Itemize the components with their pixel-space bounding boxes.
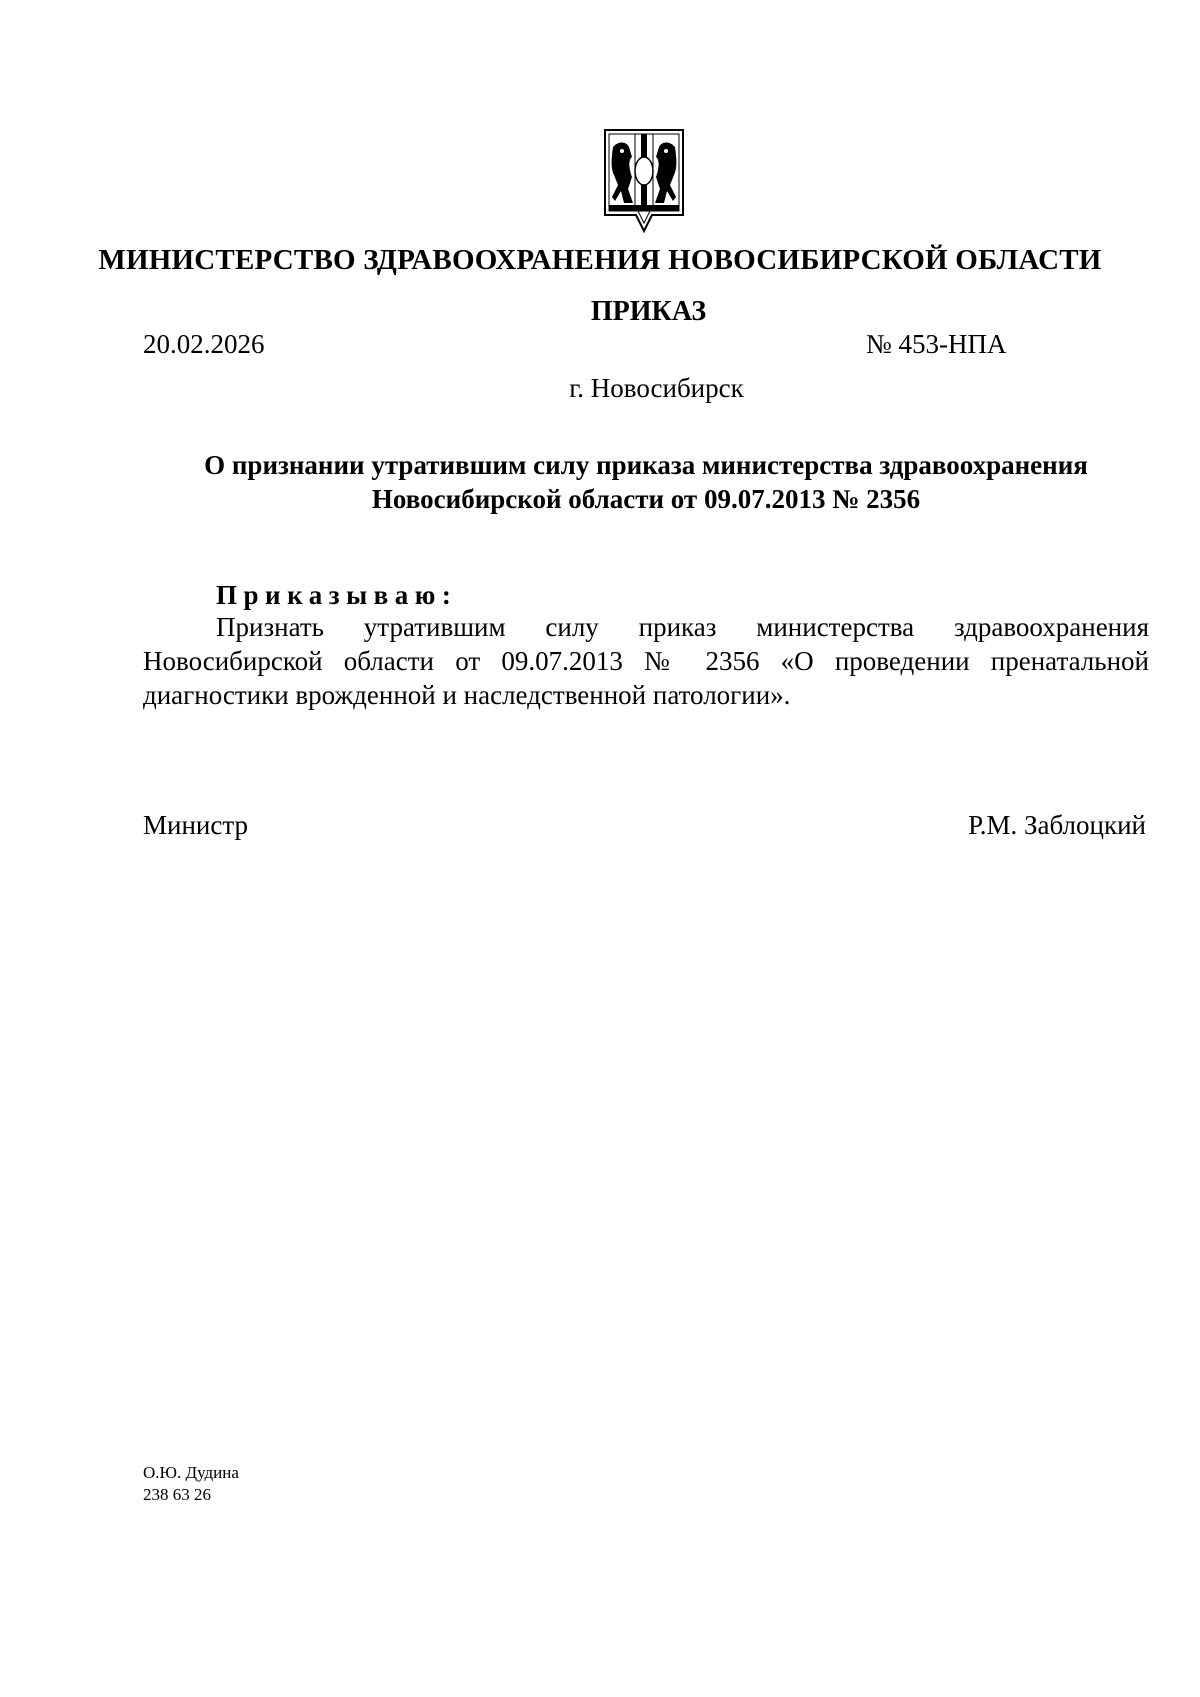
document-type: ПРИКАЗ <box>590 296 707 327</box>
city: г. Новосибирск <box>569 373 744 403</box>
signatory-name: Р.М. Заблоцкий <box>968 810 1146 840</box>
order-title <box>143 448 1149 516</box>
order-number: № 453-НПА <box>866 329 1007 359</box>
signatory-position: Министр <box>143 810 248 840</box>
order-title-line-2: Новосибирской области от 09.07.2013 № 2356 <box>371 484 921 514</box>
order-date: 20.02.2026 <box>143 329 265 359</box>
coat-of-arms-icon <box>602 127 686 235</box>
ministry-name: МИНИСТЕРСТВО ЗДРАВООХРАНЕНИЯ НОВОСИБИРСКОЙ ОБЛАСТИ <box>98 244 1102 276</box>
executor-info <box>143 1462 239 1506</box>
order-title-line-1: О признании утратившим силу приказа министерства здравоохранения <box>204 450 1088 480</box>
executor-name: О.Ю. Дудина <box>143 1463 239 1482</box>
order-body: Признать утратившим силу приказ министерства здравоохранения Новосибирской области от 09.07.2013 № 2356 «О проведении пренатальной диагностики врожденной и наследственной патологии». <box>143 612 1149 710</box>
executor-phone: 238 63 26 <box>143 1485 211 1504</box>
order-directive: Приказываю: <box>216 580 458 610</box>
